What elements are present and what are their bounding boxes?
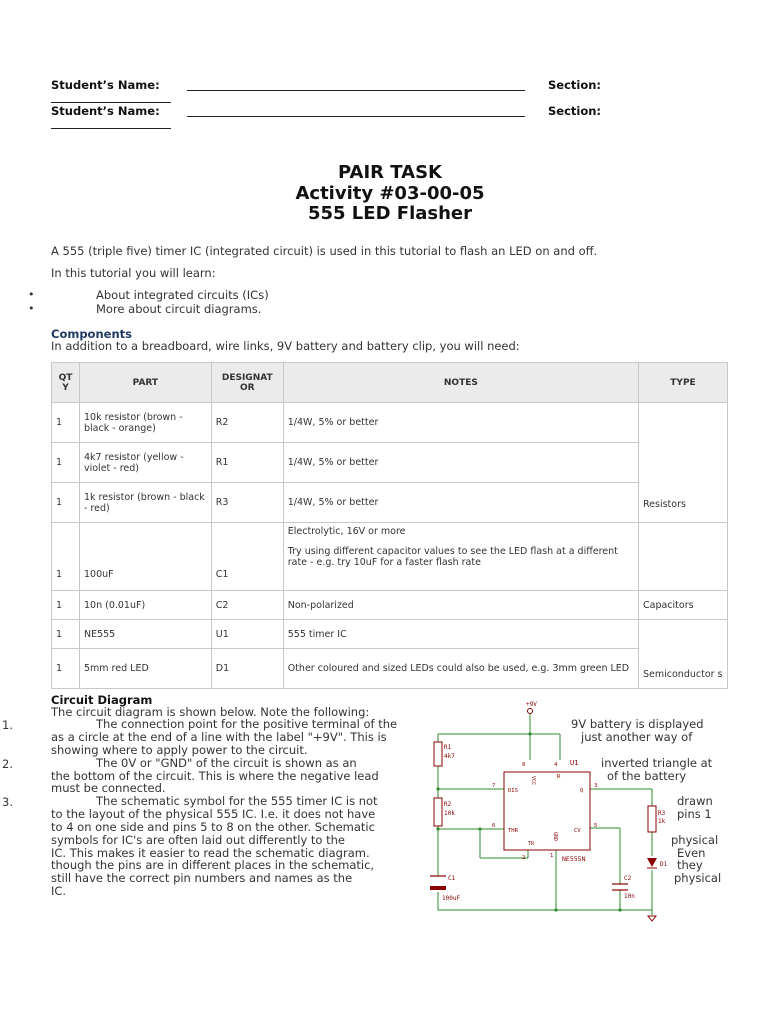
item3-line: IC. This makes it easier to read the schematic diagram. [51,846,370,860]
item2-line: must be connected. [51,781,166,795]
student-name-line-2[interactable] [187,116,525,117]
side-fragment: just another way of [581,730,693,744]
cell-notes: 1/4W, 5% or better [283,403,638,443]
header-designator: DESIGNAT OR [211,363,283,403]
cell-part: NE555 [79,620,211,649]
chip-label: NE555N [562,855,586,863]
table-row [52,443,728,483]
side-fragment: inverted triangle at [601,756,713,770]
cell-part: 100uF [79,523,211,591]
pin-number-3: 3 [594,783,598,789]
cell-designator: U1 [211,620,283,649]
cell-qty: 1 [52,620,80,649]
bullet-dot: • [28,302,35,315]
pin-number-6: 6 [492,823,496,829]
pin-vcc: VCC [530,776,536,786]
cell-designator: D1 [211,649,283,689]
cell-notes: 1/4W, 5% or better [283,443,638,483]
list-number: 3. [2,795,13,809]
cell-qty: 1 [52,443,80,483]
table-header-row [52,363,728,403]
header-qty: QT Y [52,363,80,403]
header-notes: NOTES [283,363,638,403]
title-activity: Activity #03-00-05 [295,183,485,204]
cell-qty: 1 [52,403,80,443]
c2-label: C2 [624,875,632,882]
r3-label: R3 [658,810,666,817]
table-row [52,523,728,591]
vcc-label: +9V [526,701,537,708]
pin-number-2: 2 [522,855,526,861]
cell-part: 1k resistor (brown - black - red) [79,483,211,523]
cell-notes: Non-polarized [283,591,638,620]
item2-line: the bottom of the circuit. This is where the negative lead [51,769,379,783]
r2-label: R2 [444,801,452,808]
pin-thr: THR [508,828,518,834]
led-d1-symbol [647,858,657,867]
table-row [52,649,728,689]
r1-symbol [434,742,442,766]
bullet-item: About integrated circuits (ICs) [96,288,269,302]
pin-dis: DIS [508,788,518,794]
circuit-diagram-heading: Circuit Diagram [51,693,153,707]
cell-qty: 1 [52,523,80,591]
components-intro: In addition to a breadboard, wire links, 9V battery and battery clip, you will need: [51,339,520,353]
r1-value: 4k7 [444,753,455,760]
item1-line: as a circle at the end of a line with the label "+9V". This is [51,730,387,744]
pin-number-4: 4 [554,762,558,768]
pin-cv: CV [574,828,581,834]
components-table [51,362,728,689]
side-fragment: they [677,858,703,872]
pin-number-8: 8 [522,762,526,768]
item3-line: to the layout of the physical 555 IC. I.e. it does not have [51,807,376,821]
header-type: TYPE [639,363,728,403]
notes-line: Try using different capacitor values to see the LED flash at a different rate - e.g. try 10uF for a faster flash rate [287,546,618,568]
c1-value: 100uF [442,895,461,902]
list-number: 1. [2,718,13,732]
cell-notes [283,523,638,591]
cell-type-resistors: Resistors [639,403,728,523]
cell-qty: 1 [52,591,80,620]
intro-paragraph: A 555 (triple five) timer IC (integrated circuit) is used in this tutorial to flash an LED on and off. [51,244,598,258]
student-name-line-1[interactable] [187,90,525,91]
student-name-underline-1 [51,102,171,103]
student-name-label-2: Student’s Name: [51,104,160,118]
cell-designator: R1 [211,443,283,483]
pin-q: Q [580,788,584,794]
side-fragment: of the battery [607,769,687,783]
cell-part: 10n (0.01uF) [79,591,211,620]
cell-type-semiconductors: Semiconductor s [639,620,728,689]
ne555-chip [504,772,590,850]
side-fragment: physical [674,871,722,885]
c1-label: C1 [448,875,456,882]
item3-line: The schematic symbol for the 555 timer IC is not [96,794,378,808]
section-label-1: Section: [548,78,602,92]
item3-line: to 4 on one side and pins 5 to 8 on the other. Schematic [51,820,375,834]
pin-number-5: 5 [594,823,598,829]
cell-notes: 555 timer IC [283,620,638,649]
item3-line: still have the correct pin numbers and names as the [51,871,353,885]
pin-gnd: GND [552,832,558,842]
student-name-label-1: Student’s Name: [51,78,160,92]
item2-line: The 0V or "GND" of the circuit is shown as an [96,756,357,770]
notes-line: Electrolytic, 16V or more [287,526,406,537]
side-fragment: physical [671,833,719,847]
cell-type-capacitors: Capacitors [639,591,728,620]
side-fragment: pins 1 [677,807,712,821]
vcc-terminal [528,709,533,714]
list-number: 2. [2,757,13,771]
table-row [52,591,728,620]
cell-designator: R2 [211,403,283,443]
r3-symbol [648,806,656,832]
ground-symbol [648,916,656,921]
header-part: PART [79,363,211,403]
pin-r: R [557,774,561,780]
section-label-2: Section: [548,104,602,118]
table-row [52,483,728,523]
side-fragment: 9V battery is displayed [571,717,704,731]
pin-tr: TR [528,841,535,847]
cell-notes: 1/4W, 5% or better [283,483,638,523]
r2-symbol [434,798,442,826]
section-line-2[interactable] [51,128,171,129]
pin-number-7: 7 [492,783,496,789]
u1-label: U1 [570,759,579,767]
cell-designator: C1 [211,523,283,591]
components-heading: Components [51,327,132,341]
cell-part: 5mm red LED [79,649,211,689]
circuit-intro: The circuit diagram is shown below. Note the following: [51,705,370,719]
bullet-item: More about circuit diagrams. [96,302,262,316]
bullet-dot: • [28,288,35,301]
c2-value: 10n [624,893,635,900]
item3-line: though the pins are in different places in the schematic, [51,858,375,872]
r1-label: R1 [444,744,452,751]
item3-line: symbols for IC's are often laid out differently to the [51,833,345,847]
item1-line: showing where to apply power to the circuit. [51,743,308,757]
side-fragment: drawn [677,794,713,808]
learn-paragraph: In this tutorial you will learn: [51,266,216,280]
cell-notes: Other coloured and sized LEDs could also be used, e.g. 3mm green LED [283,649,638,689]
item3-line: IC. [51,884,67,898]
pin-number-1: 1 [550,853,554,859]
cell-designator: C2 [211,591,283,620]
title-led-flasher: 555 LED Flasher [307,203,473,224]
side-fragment: Even [677,846,706,860]
cell-qty: 1 [52,649,80,689]
cell-designator: R3 [211,483,283,523]
cell-type-empty [639,523,728,591]
d1-label: D1 [660,861,668,868]
table-row [52,620,728,649]
r2-value: 10k [444,810,455,817]
circuit-schematic [420,700,670,925]
cell-qty: 1 [52,483,80,523]
item1-line: The connection point for the positive terminal of the [96,717,398,731]
c1-plate [430,886,446,890]
cell-part: 10k resistor (brown - black - orange) [79,403,211,443]
cell-part: 4k7 resistor (yellow - violet - red) [79,443,211,483]
r3-value: 1k [658,818,666,825]
table-row [52,403,728,443]
title-pair-task: PAIR TASK [337,162,443,183]
